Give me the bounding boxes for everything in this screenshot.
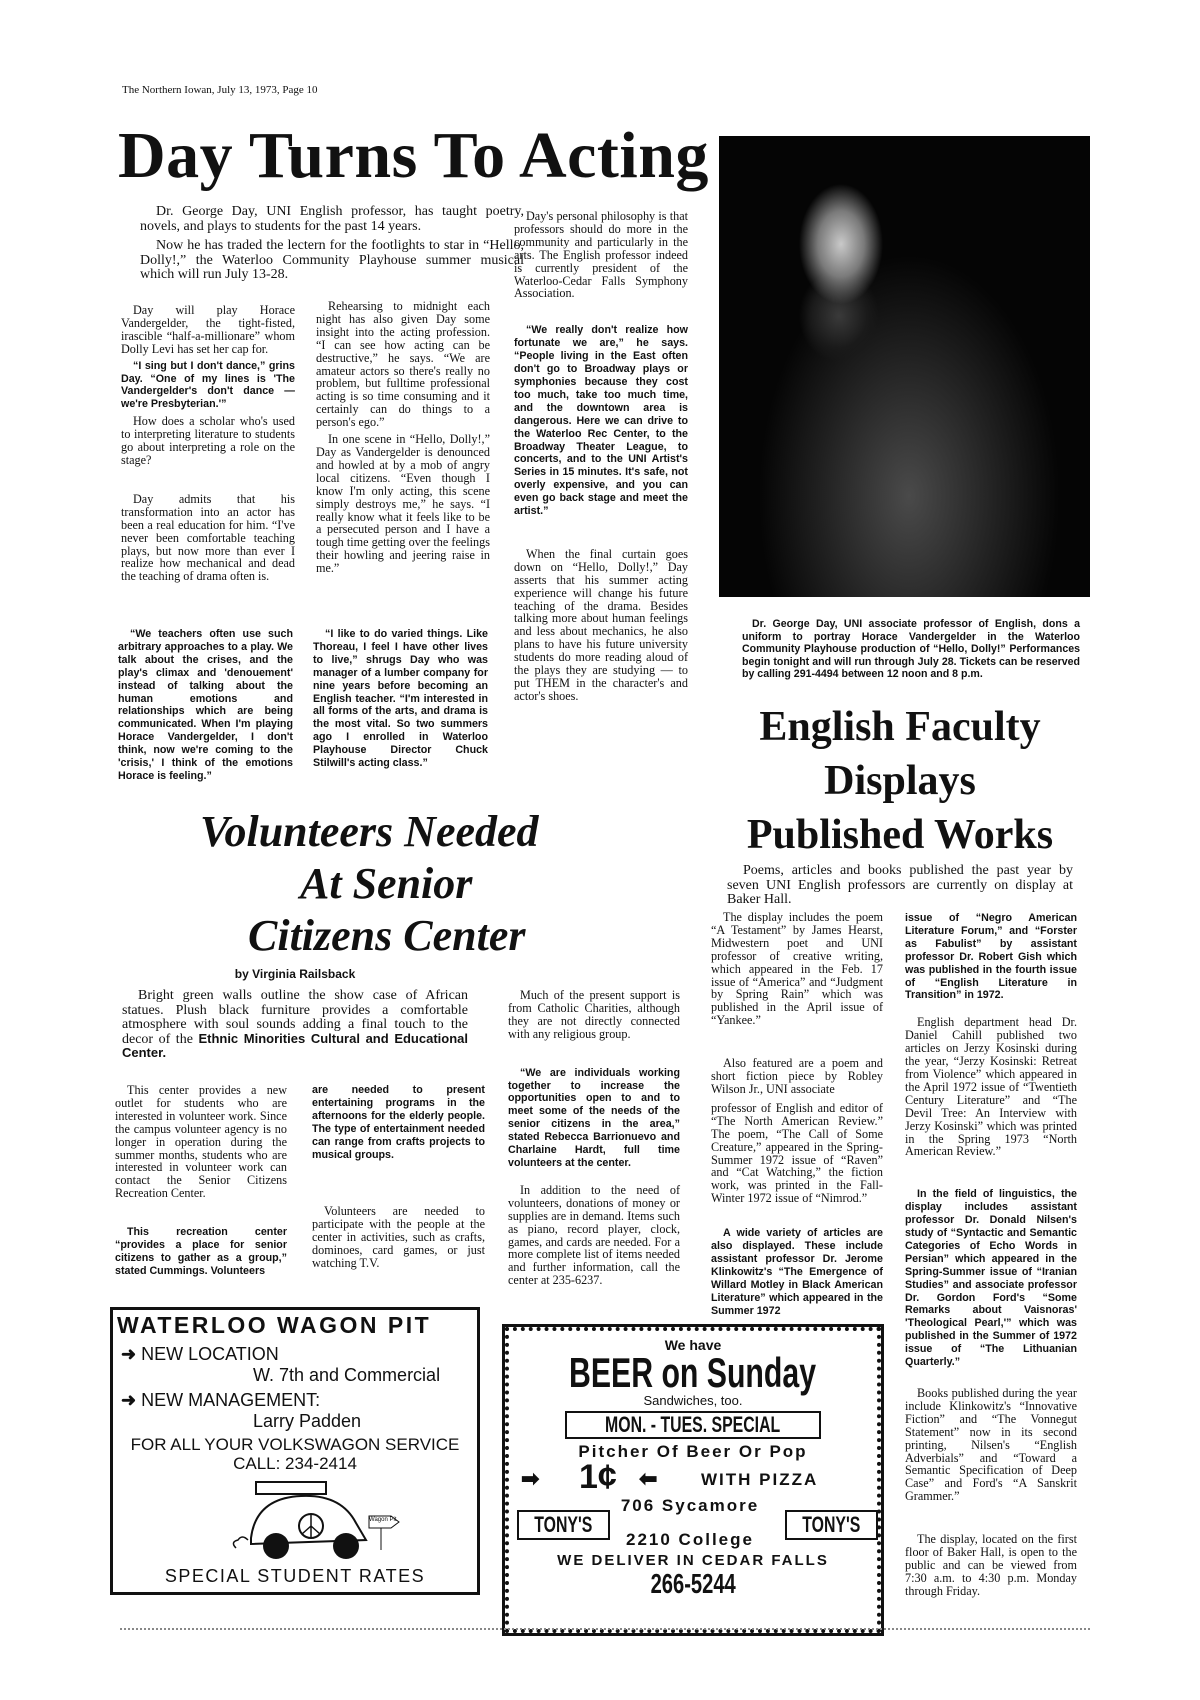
lede-text: Bright green walls outline the show case of African statues. Plush black furniture provides a comfortable atmosphere with soul sounds adding a final touch to the decor of the (122, 988, 468, 1047)
ad-waterloo-wagon-pit (110, 1307, 480, 1595)
ad-tonys-beer-on-sunday (505, 1327, 881, 1633)
headline-line: At Senior (300, 859, 473, 908)
center-name: Ethnic Minorities Cultural and Educational Center. (122, 1030, 469, 1060)
pull-quote: “We teachers often use such arbitrary approaches to a play. We talk about the crises, and the play's climax and 'denouement' instead of talking about the human emotions and relationships which are being communicated. When I'm playing Horace Vandergelder, I don't think, now we're coming to the 'crisis,' I think of the emotions Horace is feeling.” (118, 628, 293, 782)
paragraph: Also featured are a poem and short fiction piece by Robley Wilson Jr., UNI associate (711, 1056, 883, 1096)
headline-volunteers-needed (200, 806, 680, 962)
volunteers-column-1 (115, 1084, 287, 1278)
ad-we-have: We have (664, 1337, 722, 1353)
vw-beetle-illustration (231, 1478, 401, 1568)
paragraph: The display includes the poem “A Testament” by James Hearst, Midwestern poet and UNI professor of creative writing, which appeared in the Feb. 17 issue of “America” and “Judgment by Spring Rain” which was published in the April issue of “Yankee.” (711, 910, 883, 1028)
ad-title: WATERLOO WAGON PIT (117, 1312, 432, 1338)
paragraph-bold: “I sing but I don't dance,” grins Day. “One of my lines is 'The Vandergelder's don't dance — we're Presbyterian.'” (121, 359, 295, 411)
paragraph-bold: are needed to present entertaining programs in the afternoons for the elderly people. The type of entertainment needed can range from crafts projects to musical groups. (312, 1084, 485, 1161)
ad-brand-left: TONY'S (534, 1512, 593, 1537)
photo-george-day (719, 136, 1090, 597)
paragraph-bold: “We are individuals working together to increase the opportunities open to and to meet some of the needs of the senior citizens in the area,” stated Rebecca Barrionuevo and Charlaine Hardt, full time volunteers at the center. (508, 1066, 680, 1169)
ad-brand-right: TONY'S (802, 1512, 861, 1537)
ad-special: MON. - TUES. SPECIAL (605, 1412, 781, 1437)
paragraph: Day admits that his transformation into an actor has been a real education for him. “I've never been comfortable teaching plays, but now more than ever I realize how mechanical and dead the teaching of drama often is. (121, 491, 295, 584)
day-quote-2 (313, 628, 488, 770)
byline: by Virginia Railsback (234, 967, 356, 981)
ad-service: FOR ALL YOUR VOLKSWAGON SERVICE (130, 1435, 460, 1454)
caption-text: Dr. George Day, UNI associate professor of English, dons a uniform to portray Horace Vandergelder in the Waterloo Community Playhouse production of “Hello, Dolly!” Performances begin tonight and will run through July 28. Tickets can be reserved by calling 291-4494 between 12 noon and 8 p.m. (742, 618, 1080, 681)
english-column-1 (711, 911, 883, 1317)
ad-line-new-location (121, 1344, 279, 1365)
paragraph: professor of English and editor of “The North American Review.” The poem, “The Call of Some Creature,” appeared in the Spring-Summer 1972 issue of “Raven” and “Cat Watching,” the fiction work, was printed in the Fall-Winter 1972 issue of “Nimrod.” (711, 1100, 883, 1206)
pull-quote: “I like to do varied things. Like Thoreau, I feel I have other lives to live,” shrugs Day who was manager of a lumber company for nine years before becoming an English teacher. “I'm interested in all forms of the arts, and drama is the most vital. So two summers ago I enrolled in Waterloo Playhouse Director Chuck Stilwill's acting class.” (313, 628, 488, 770)
paragraph: Volunteers are needed to participate with the people at the center in activities, such as crafts, dominoes, card games, or just watching T.V. (312, 1204, 485, 1271)
ad-special-box (565, 1411, 820, 1439)
ad-phone: CALL: 234-2414 (233, 1454, 357, 1473)
headline-line: Published Works (746, 812, 1054, 858)
paragraph-bold: In the field of linguistics, the display includes assistant professor Dr. Donald Nilsen's study of “Syntactic and Semantic Categories of Echo Words in Persian” which appeared in the Spring-Summer issue of “Iranian Studies” and associate professor Dr. Gordon Ford's “Some Remarks about Vaisnoras' 'Theological Pearl,'” which was published in the Summer of 1972 issue of “The Lithuanian Quarterly.” (905, 1188, 1077, 1369)
volunteers-column-2 (312, 1084, 485, 1270)
day-column-2 (316, 300, 490, 575)
arrow-right-icon: ➜ (121, 1390, 142, 1410)
day-lede (140, 205, 524, 288)
headline-day-turns-to-acting: Day Turns To Acting (118, 119, 709, 192)
paragraph: Day will play Horace Vandergelder, the tight-fisted, irascible “half-a-millionare” whom Dolly Levi has set her cap for. (121, 303, 295, 356)
volunteers-column-3 (508, 989, 680, 1287)
ad-address: W. 7th and Commercial (253, 1365, 441, 1385)
paragraph: In addition to the need of volunteers, donations of money or supplies are in demand. Items such as piano, record player, clock, games, and cards are needed. For a more complete list of items needed and further information, call the center at 235-6237. (508, 1182, 680, 1288)
ad-with-pizza: WITH PIZZA (701, 1470, 819, 1489)
headline-line: Citizens Center (248, 911, 526, 960)
ad-manager: Larry Padden (253, 1411, 362, 1431)
paragraph: Day's personal philosophy is that professors should do more in the community and particularly in the arts. The English professor indeed is currently president of the Waterloo-Cedar Falls Symphony Association. (514, 209, 688, 301)
day-column-3 (514, 210, 688, 703)
paragraph-bold: A wide variety of articles are also displayed. These include assistant professor Dr. Jerome Klinkowitz's “The Emergence of Willard Motley in Black American Literature” which appeared in the Summer 1972 (711, 1227, 883, 1317)
english-column-2 (905, 912, 1077, 1598)
paragraph: How does a scholar who's used to interpreting literature to students go about interpreting a role on the stage? (121, 414, 295, 467)
arrow-right-icon: ➡ (521, 1466, 540, 1491)
ad-address-2: 2210 College (626, 1530, 754, 1549)
headline-english-faculty (700, 700, 1100, 862)
headline-line: Volunteers Needed (200, 807, 539, 856)
day-lede-p2: Now he has traded the lectern for the footlights to star in “Hello, Dolly!,” the Waterloo Community Playhouse summer musical which will run July 13-28. (140, 238, 524, 282)
ad-headline: BEER on Sunday (569, 1349, 817, 1396)
ad-sandwiches: Sandwiches, too. (643, 1393, 743, 1408)
paragraph: When the final curtain goes down on “Hello, Dolly!,” Day asserts that his summer acting experience will change his future teaching of the drama. Besides talking more about human feelings and less about mechanics, he also plans to have his future university students do more reading aloud of the plays they are studying — to put THEM in the character's and actor's shoes. (514, 546, 688, 703)
day-lede-p1: Dr. George Day, UNI English professor, has taught poetry, novels, and plays to students for the past 14 years. (140, 204, 524, 234)
paragraph-bold: issue of “Negro American Literature Forum,” and “Forster as Fabulist” by assistant professor Dr. Robert Gish which was published in the fourth issue of “English Literature in Transition” in 1972. (905, 912, 1077, 1002)
paragraph: English department head Dr. Daniel Cahill published two articles on Jerzy Kosinski during the year, “Jerzy Kosinski: Retreat from Violence” which appeared in the April 1972 issue of “Twentieth Century Literature” and “The Devil Tree: An Interview with Jerzy Kosinski” which was printed in the Spring 1973 “North American Review.” (905, 1015, 1077, 1159)
lede-text: Poems, articles and books published the past year by seven UNI English professors are currently on display at Baker Hall. (727, 863, 1073, 907)
paragraph: Books published during the year include Klinkowitz's “Innovative Fiction” and “The Vonnegut Statement” now in its second printing, Nilsen's “English Adverbials” and “Toward a Semantic Specification of Deep Case” and Ford's “A Sanskrit Grammer.” (905, 1386, 1077, 1504)
wagon-pit-sign: Wagon Pit (369, 1517, 397, 1523)
ad-phone-number: 266-5244 (650, 1568, 736, 1599)
ad-address-1: 706 Sycamore (620, 1496, 760, 1515)
ad-line-new-management (121, 1390, 320, 1411)
day-quote-1 (118, 628, 293, 783)
ad-pitcher: Pitcher Of Beer Or Pop (578, 1442, 808, 1461)
photo-caption (742, 618, 1080, 681)
paragraph: Much of the present support is from Catholic Charities, although they are not directly connected with any religious group. (508, 988, 680, 1041)
masthead: The Northern Iowan, July 13, 1973, Page 10 (122, 84, 318, 96)
paragraph: This center provides a new outlet for students who are interested in volunteer work. Since the campus volunteer agency is no longer in operation during the summer months, students who are interested in volunteer work can contact the Senior Citizens Recreation Center. (115, 1083, 287, 1201)
ad-price: 1¢ (579, 1458, 617, 1496)
paragraph: The display, located on the first floor of Baker Hall, is open to the public and can be viewed from 7:30 a.m. to 4:30 p.m. Monday through Friday. (905, 1532, 1077, 1598)
page-bottom-edge (120, 1628, 1090, 1630)
english-lede (727, 864, 1073, 913)
ad-text: NEW LOCATION (141, 1344, 279, 1364)
volunteers-lede (122, 989, 468, 1067)
ad-text: NEW MANAGEMENT: (141, 1390, 321, 1410)
day-column-1 (121, 304, 295, 583)
paragraph: Rehearsing to midnight each night has also given Day some insight into the acting profession. “I can see how acting can be destructive,” he says. “We are amateur actors so there's really no problem, but fulltime professional acting is so time consuming and it certainly can do things to a person's ego.” (316, 299, 490, 430)
ad-deliver: WE DELIVER IN CEDAR FALLS (557, 1552, 829, 1569)
paragraph-bold: This recreation center “provides a place for senior citizens to gather as a group,” stated Cummings. Volunteers (115, 1226, 287, 1277)
headline-line: English Faculty (759, 704, 1041, 750)
arrow-left-icon: ⬅ (639, 1466, 658, 1491)
arrow-right-icon: ➜ (121, 1344, 142, 1364)
headline-line: Displays (824, 758, 976, 804)
ad-footer: SPECIAL STUDENT RATES (164, 1566, 426, 1586)
paragraph-bold: “We really don't realize how fortunate we are,” he says. “People living in the East often don't go to Broadway plays or symphonies because they cost too much, take too much time, and the downtown area is dangerous. Here we can drive to the Waterloo Rec Center, to the Broadway Theater League, to concerts, and to the UNI Artist's Series in 15 minutes. It's safe, not overly expensive, and you can even go back stage and meet the artist.” (514, 324, 688, 518)
paragraph: In one scene in “Hello, Dolly!,” Day as Vandergelder is denounced and howled at by a mob of angry local citizens. “Even though I know I'm only acting, this scene simply destroys me,” he says. “I really know what it feels like to be a persecuted person and I have a tough time getting over the feelings their howling and jeering raise in me.” (316, 432, 490, 576)
